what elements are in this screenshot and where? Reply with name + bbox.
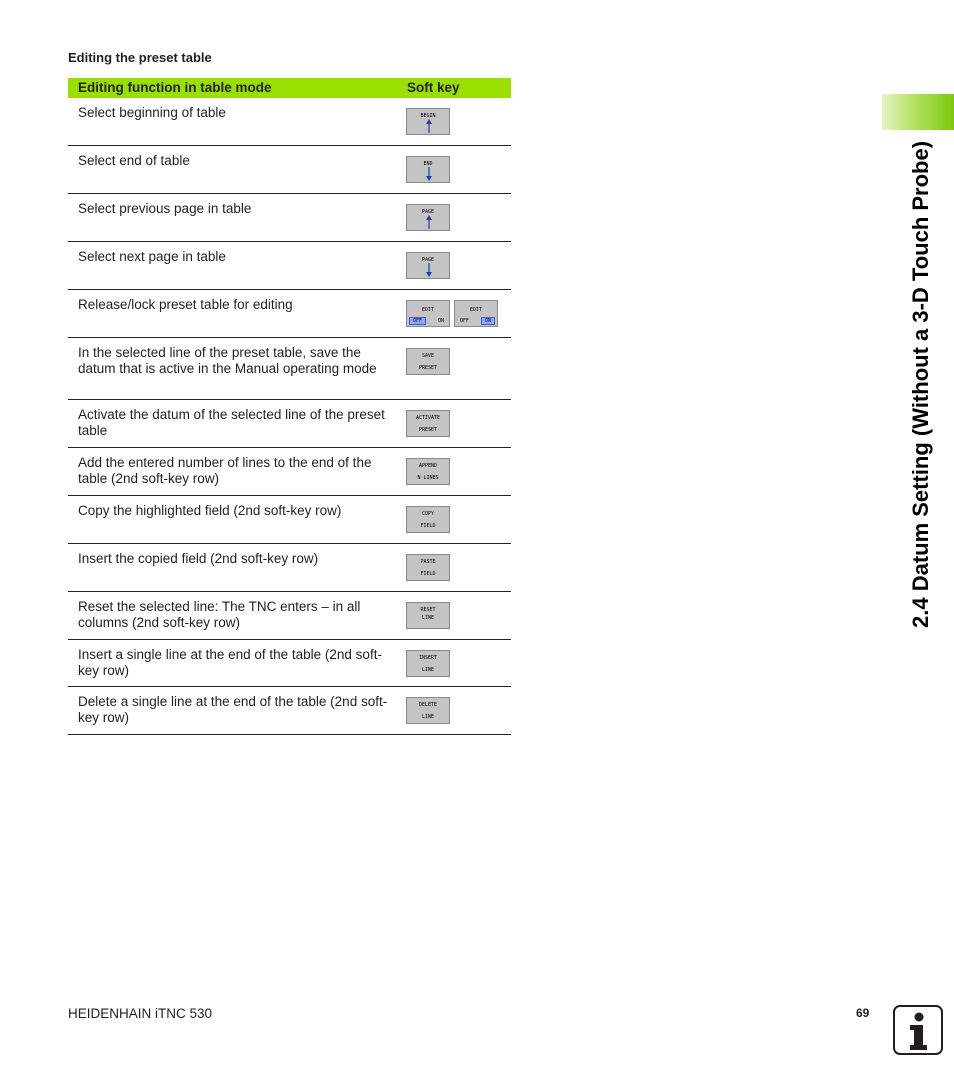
softkey-group <box>406 108 450 135</box>
table-row <box>68 242 511 290</box>
softkey-group <box>406 554 450 581</box>
arrow-up-icon <box>423 118 435 134</box>
chapter-tab <box>882 94 954 130</box>
table-row <box>68 640 511 687</box>
row-description: Select beginning of table <box>78 105 226 120</box>
toggle-on-label: ON <box>437 318 444 324</box>
softkey-label: BEGIN <box>420 113 436 119</box>
table-row <box>68 146 511 194</box>
softkey-table <box>68 78 511 735</box>
softkey-button[interactable] <box>406 108 450 135</box>
row-description: Insert the copied field (2nd soft-key row) <box>78 551 319 566</box>
table-row <box>68 98 511 146</box>
row-description: Release/lock preset table for editing <box>78 297 293 312</box>
softkey-label-line2: PRESET <box>418 427 438 433</box>
header-softkey: Soft key <box>407 80 460 95</box>
toggle-switch <box>409 317 447 325</box>
softkey-label-line2: FIELD <box>420 571 436 577</box>
table-row <box>68 448 511 496</box>
softkey-label: EDIT <box>421 307 435 313</box>
softkey-button[interactable] <box>406 506 450 533</box>
softkey-label-line2: LINE <box>421 714 435 720</box>
softkey-label-line1: APPEND <box>418 463 438 469</box>
softkey-button[interactable] <box>406 156 450 183</box>
softkey-group <box>406 697 450 724</box>
table-header <box>68 78 511 98</box>
row-description: In the selected line of the preset table, save the datum that is active in the Manual operating mode <box>78 345 377 376</box>
softkey-group <box>406 458 450 485</box>
header-function: Editing function in table mode <box>78 80 272 95</box>
info-icon <box>893 1005 943 1055</box>
softkey-label-line1: SAVE <box>421 353 435 359</box>
softkey-button[interactable] <box>406 650 450 677</box>
softkey-label-line2: LINE <box>421 667 435 673</box>
softkey-button[interactable] <box>406 204 450 231</box>
softkey-label-line1: RESET <box>420 607 436 613</box>
softkey-label: END <box>423 161 433 167</box>
table-row <box>68 400 511 448</box>
toggle-switch <box>457 317 495 325</box>
softkey-label-line2: N LINES <box>417 475 439 481</box>
softkey-button[interactable] <box>406 410 450 437</box>
softkey-label-line1: PASTE <box>420 559 436 565</box>
table-row <box>68 592 511 640</box>
toggle-off-label: OFF <box>409 317 426 325</box>
softkey-label-line2: PRESET <box>418 365 438 371</box>
row-description: Select previous page in table <box>78 201 252 216</box>
section-title: Editing the preset table <box>68 50 212 65</box>
softkey-label-line2: FIELD <box>420 523 436 529</box>
softkey-button[interactable] <box>454 300 498 327</box>
softkey-label-line1: COPY <box>421 511 435 517</box>
row-description: Insert a single line at the end of the table (2nd soft-key row) <box>78 647 382 678</box>
row-description: Activate the datum of the selected line of the preset table <box>78 407 385 438</box>
softkey-button[interactable] <box>406 252 450 279</box>
softkey-label-line1: DELETE <box>418 702 438 708</box>
table-row <box>68 194 511 242</box>
table-row <box>68 496 511 544</box>
softkey-group <box>406 204 450 231</box>
table-row <box>68 544 511 592</box>
toggle-on-label: ON <box>481 317 495 325</box>
row-description: Add the entered number of lines to the end of the table (2nd soft-key row) <box>78 455 372 486</box>
softkey-group <box>406 252 450 279</box>
softkey-label-line1: ACTIVATE <box>415 415 441 421</box>
softkey-group <box>406 348 450 375</box>
softkey-group <box>406 156 450 183</box>
softkey-button[interactable] <box>406 602 450 629</box>
arrow-down-icon <box>423 166 435 182</box>
row-description: Reset the selected line: The TNC enters – in all columns (2nd soft-key row) <box>78 599 361 630</box>
chapter-title-text: 2.4 Datum Setting (Without a 3-D Touch Probe) <box>908 140 933 628</box>
softkey-group <box>406 506 450 533</box>
softkey-group <box>406 602 450 629</box>
row-description: Select end of table <box>78 153 190 168</box>
table-row <box>68 338 511 400</box>
table-body <box>68 98 511 735</box>
table-row <box>68 687 511 735</box>
softkey-label: PAGE <box>421 209 435 215</box>
arrow-down-icon <box>423 262 435 278</box>
softkey-group <box>406 410 450 437</box>
softkey-button[interactable] <box>406 554 450 581</box>
softkey-group <box>406 300 498 327</box>
softkey-group <box>406 650 450 677</box>
info-glyph <box>895 1007 941 1053</box>
softkey-label: EDIT <box>469 307 483 313</box>
toggle-off-label: OFF <box>460 318 470 324</box>
row-description: Select next page in table <box>78 249 226 264</box>
softkey-button[interactable] <box>406 697 450 724</box>
table-row <box>68 290 511 338</box>
softkey-button[interactable] <box>406 348 450 375</box>
softkey-label: PAGE <box>421 257 435 263</box>
softkey-button[interactable] <box>406 300 450 327</box>
row-description: Copy the highlighted field (2nd soft-key row) <box>78 503 342 518</box>
arrow-up-icon <box>423 214 435 230</box>
softkey-button[interactable] <box>406 458 450 485</box>
page-number: 69 <box>856 1006 870 1020</box>
softkey-label-line1: INSERT <box>418 655 438 661</box>
row-description: Delete a single line at the end of the table (2nd soft-key row) <box>78 694 388 725</box>
softkey-label-line2: LINE <box>421 615 435 621</box>
footer-manual-name: HEIDENHAIN iTNC 530 <box>68 1006 213 1021</box>
